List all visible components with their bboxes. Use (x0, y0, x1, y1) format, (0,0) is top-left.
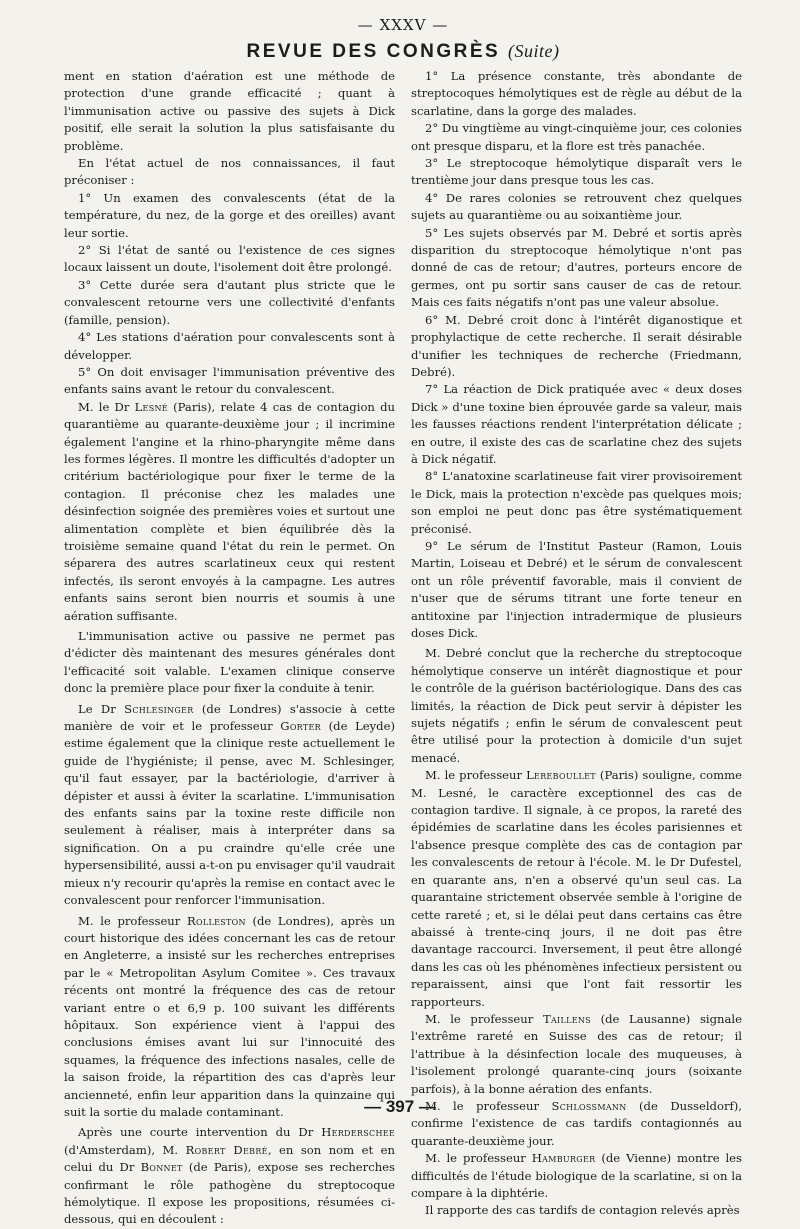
paragraph-text: (de Paris), expose ses recherches confirmant le rôle pathogène du streptocoque hémolytique. Il expose les propositions, résumées ci-dessous, qui en découlent : (64, 1160, 395, 1227)
paragraph (411, 1150, 742, 1202)
paragraph (411, 190, 742, 225)
paragraph (64, 190, 395, 242)
paragraph-text: (Paris), relate 4 cas de contagion du quarantième au quarante-deuxième jour ; il incrimine également l'angine et la rhino-pharyngite même dans les formes légères. Il montre les difficultés d'adopter un critérium bactériologique pour fixer le terme de la contagion. Il préconise chez les malades une désinfection soignée des premières voies et surtout une alimentation complète et bien équilibrée dès la troisième semaine quand l'état du rein le permet. On séparera des autres scarlatineux ceux qui restent infectés, ils seront envoyés à la campagne. Les autres enfants sains seront bien nourris et soumis à une aération suffisante. (64, 399, 395, 623)
left-column (64, 68, 395, 1229)
right-column (411, 68, 742, 1229)
paragraph-text: Le Dr (78, 701, 125, 716)
paragraph (411, 468, 742, 538)
paragraph-text: Il rapporte des cas tardifs de contagion relevés après (425, 1203, 740, 1218)
paragraph-text: (de Londres) s'associe à cette manière de voir et le professeur (64, 701, 395, 734)
paragraph-text: L'immunisation active ou passive ne permet pas d'édicter dès maintenant des mesures générales dont l'efficacité soit valable. L'examen clinique conserve donc la première place pour fixer la conduite à tenir. (64, 629, 395, 696)
paragraph-text: 7° La réaction de Dick pratiquée avec « deux doses Dick » d'une toxine bien éprouvée garde sa valeur, mais les fausses réactions rendent l'interprétation délicate ; en outre, il existe des cas de scarlatine chez des sujets à Dick négatif. (411, 382, 742, 466)
paragraph (64, 277, 395, 329)
author-name: Rolleston (186, 913, 246, 928)
paragraph-text: En l'état actuel de nos connaissances, il faut préconiser : (64, 156, 395, 188)
paragraph-text: 8° L'anatoxine scarlatineuse fait virer provisoirement le Dick, mais la protection n'excède pas quelques mois; son emploi ne peut donc pas être systématiquement préconisé. (411, 469, 742, 536)
paragraph-text: (de Lausanne) signale l'extrême rareté en Suisse des cas de retour; il l'attribue à la désinfection locale des muqueuses, à l'isolement prolongé quarante-cinq jours (soixante parfois), à la bonne aération des enfants. (411, 1011, 742, 1096)
paragraph-text: 3° Le streptocoque hémolytique disparaît vers le trentième jour dans presque tous les cas. (411, 156, 742, 188)
paragraph-text: (de Londres), après un court historique des idées concernant les cas de retour en Angleterre, a insisté sur les recherches entreprises par le « Metropolitan Asylum Comitee ». Ces travaux récents ont montré la fréquence des cas de retour variant entre o et 6,9 p. 100 suivant les différents hôpitaux. Son expérience vient à l'appui des conclusions émises avant lui sur l'innocuité des squames, la fréquence des infections nasales, celle de la saison froide, la répartition des cas d'après leur ancienneté, enfin leur apparition dans la quinzaine qui suit la sortie du malade contaminant. (64, 913, 395, 1119)
paragraph-text: 9° Le sérum de l'Institut Pasteur (Ramon, Louis Martin, Loiseau et Debré) et le sérum de convalescent ont un rôle préventif favorable, mais il convient de n'user que de sérums titrant une forte teneur en antitoxine par l'injection intradermique de plusieurs doses Dick. (411, 538, 742, 640)
paragraph-text: 5° On doit envisager l'immunisation préventive des enfants sains avant le retour du convalescent. (64, 364, 395, 397)
paragraph-text: (d'Amsterdam), M. (64, 1142, 186, 1157)
paragraph-text: , en son nom et en celui du Dr (64, 1142, 395, 1175)
paragraph (64, 399, 395, 625)
author-name: Herderschee (321, 1125, 395, 1140)
paragraph-text: M. le Dr (78, 399, 135, 414)
paragraph (64, 913, 395, 1122)
page-roman-numeral: — XXXV — (357, 16, 449, 34)
paragraph-text: (Paris) souligne, comme M. Lesné, le caractère exceptionnel des cas de contagion tardive. Il signale, à ce propos, la rareté des épidémies de scarlatine dans les écoles parisiennes et l'absence presque complète des cas de contagion par les convalescents de retour à l'école. M. le Dr Dufestel, en quarante ans, n'en a observé qu'un seul cas. La quarantaine strictement observée semble à l'origine de cette rareté ; et, si le délai peut dans certains cas être abaissé à trente-cinq jours, il ne doit pas être davantage raccourci. Inversement, il peut être allongé dans les cas où les phénomènes infectieux persistent ou reparaissent, ainsi que l'ont fait ressortir les rapporteurs. (411, 768, 742, 1009)
paragraph (64, 329, 395, 364)
paragraph-text: 5° Les sujets observés par M. Debré et sortis après disparition du streptocoque hémolytique n'ont pas donné de cas de retour; d'autres, porteurs encore de germes, ont pu sortir sans causer de cas de retour. Mais ces faits négatifs n'ont pas une valeur absolue. (411, 225, 742, 310)
paragraph (64, 701, 395, 910)
paragraph-text: M. Debré conclut que la recherche du streptocoque hémolytique conserve un intérêt diagnostique et pour le contrôle de la guérison bactériologique. Dans des cas limités, la réaction de Dick peut servir à dépister les sujets négatifs ; enfin le sérum de convalescent peut être utilisé pour la protection à domicile d'un sujet menacé. (411, 646, 742, 765)
paragraph (64, 364, 395, 399)
paragraph (64, 1124, 395, 1228)
page-number: — 397 — (364, 1097, 436, 1116)
author-name: Taillens (542, 1011, 591, 1026)
paragraph (411, 120, 742, 155)
author-name: Robert Debré (185, 1142, 268, 1157)
paragraph-text: M. le professeur (425, 1098, 552, 1113)
paragraph-text: ment en station d'aération est une méthode de protection d'une grande efficacité ; quant à l'immunisation active ou passive des sujets à Dick positif, elle serait la solution la plus satisfaisante du problème. (64, 69, 395, 153)
paragraph (411, 68, 742, 120)
paragraph-text: 1° Un examen des convalescents (état de la température, du nez, de la gorge et des oreilles) avant leur sortie. (64, 190, 395, 240)
running-head-title: REVUE DES CONGRÈS (246, 41, 501, 62)
author-name: Lesné (134, 399, 168, 414)
paragraph (64, 68, 395, 155)
running-head (64, 36, 742, 66)
paragraph-text: 6° M. Debré croit donc à l'intérêt diganostique et prophylactique de cette recherche. Il serait désirable d'unifier les techniques de recherche (Friedmann, Debré). (411, 312, 742, 379)
paragraph-text: 4° Les stations d'aération pour convalescents sont à développer. (64, 330, 395, 362)
paragraph-text: (de Leyde) estime également que la clinique reste actuellement le guide de l'hygiéniste; il pense, avec M. Schlesinger, qu'il faut essayer, par la bactériologie, d'arriver à dépister et aussi à éviter la scarlatine. L'immunisation des enfants sains par la toxine reste difficile non seulement à réaliser, mais à interpréter dans sa signification. On a pu craindre qu'elle crée une hypersensibilité, aussi a-t-on pu envisager qu'il vaudrait mieux n'y recourir qu'après la remise en contact avec le convalescent pour renforcer l'immunisation. (64, 719, 395, 908)
paragraph-text: 4° De rares colonies se retrouvent chez quelques sujets au quarantième ou au soixantième jour. (411, 190, 742, 223)
paragraph (411, 1011, 742, 1098)
paragraph (411, 538, 742, 642)
paragraph (411, 1202, 742, 1219)
paragraph-text: 2° Du vingtième au vingt-cinquième jour, ces colonies ont presque disparu, et la flore est très panachée. (411, 121, 742, 153)
paragraph (64, 242, 395, 277)
paragraph (411, 155, 742, 190)
author-name: Schlossmann (551, 1098, 627, 1113)
paragraph (411, 312, 742, 382)
author-name: Hamburger (531, 1151, 596, 1166)
paragraph (411, 767, 742, 1011)
paragraph (411, 381, 742, 468)
paragraph-text: 3° Cette durée sera d'autant plus stricte que le convalescent retourne vers une collectivité d'enfants (famille, pension). (64, 277, 395, 327)
paragraph-text: M. le professeur (425, 768, 527, 783)
author-name: Bonnet (140, 1160, 183, 1175)
paragraph (411, 225, 742, 312)
paragraph-text: M. le professeur (425, 1151, 532, 1166)
running-head-suffix: (Suite) (507, 41, 560, 61)
paragraph-text: 2° Si l'état de santé ou l'existence de ces signes locaux laissent un doute, l'isolement doit être prolongé. (64, 243, 395, 275)
author-name: Gorter (280, 719, 321, 734)
paragraph-text: M. le professeur (425, 1011, 543, 1026)
paragraph (411, 645, 742, 767)
text-columns (64, 68, 742, 1229)
paragraph-text: M. le professeur (78, 913, 187, 928)
author-name: Schlesinger (124, 701, 194, 716)
paragraph (64, 155, 395, 190)
paragraph (64, 628, 395, 698)
paragraph-text: (de Dusseldorf), confirme l'existence de cas tardifs contagionnés au quarante-deuxième jour. (411, 1098, 742, 1148)
paragraph-text: Après une courte intervention du Dr (78, 1125, 322, 1140)
paragraph-text: (de Vienne) montre les difficultés de l'étude biologique de la scarlatine, si on la compare à la diphtérie. (411, 1151, 742, 1200)
author-name: Lereboullet (526, 768, 596, 783)
paragraph-text: 1° La présence constante, très abondante de streptocoques hémolytiques est de règle au début de la scarlatine, dans la gorge des malades. (411, 69, 742, 118)
